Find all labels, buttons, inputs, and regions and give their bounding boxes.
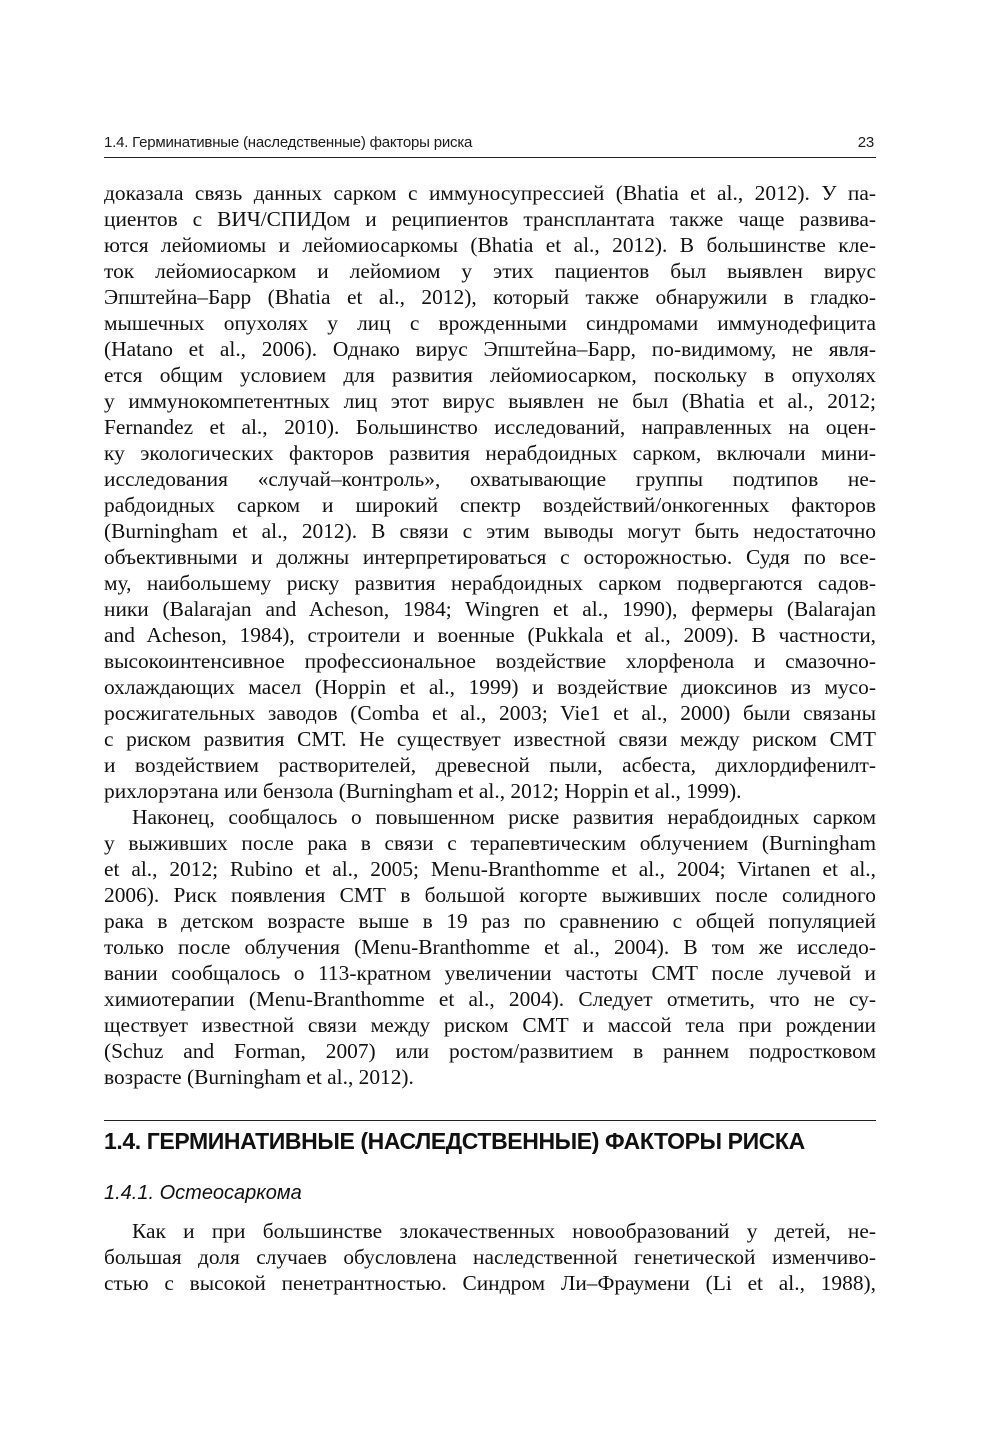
text-line: возрасте (Burningham et al., 2012). — [104, 1065, 414, 1089]
text-line: циентов с ВИЧ/СПИДом и реципиентов трансплантата также чаще развива- — [104, 207, 876, 231]
text-line: ток лейомиосарком и лейомиом у этих пациентов был выявлен вирус — [104, 259, 876, 283]
text-line: et al., 2012; Rubino et al., 2005; Menu-Branthomme et al., 2004; Virtanen et al., — [104, 857, 876, 881]
text-line: рихлорэтана или бензола (Burningham et al., 2012; Hoppin et al., 1999). — [104, 779, 742, 803]
paragraph-3 — [104, 1218, 876, 1296]
section-divider — [104, 1120, 876, 1121]
text-line: охлаждающих масел (Hoppin et al., 1999) и воздействие диоксинов из мусо- — [104, 675, 876, 699]
section-heading: 1.4. ГЕРМИНАТИВНЫЕ (НАСЛЕДСТВЕННЫЕ) ФАКТОРЫ РИСКА — [104, 1128, 805, 1154]
text-line: химиотерапии (Menu-Branthomme et al., 2004). Следует отметить, что не су- — [104, 987, 876, 1011]
text-line: у выживших после рака в связи с терапевтическим облучением (Burningham — [104, 831, 876, 855]
text-line: и воздействием растворителей, древесной пыли, асбеста, дихлордифенилт- — [104, 753, 876, 777]
subsection-heading: 1.4.1. Остеосаркома — [104, 1182, 302, 1204]
text-line: му, наибольшему риску развития нерабдоидных сарком подвергаются садов- — [104, 571, 876, 595]
section-text — [104, 1218, 876, 1296]
text-line: ку экологических факторов развития нерабдоидных сарком, включали мини- — [104, 441, 876, 465]
text-line: только после облучения (Menu-Branthomme et al., 2004). В том же исследо- — [104, 935, 876, 959]
text-line: (Schuz and Forman, 2007) или ростом/развитием в раннем подростковом — [104, 1039, 876, 1063]
running-header — [104, 131, 876, 158]
text-line: Наконец, сообщалось о повышенном риске развития нерабдоидных сарком — [132, 805, 876, 829]
text-line: объективными и должны интерпретироваться с осторожностью. Судя по все- — [104, 545, 876, 569]
text-line: ществует известной связи между риском СМТ и массой тела при рождении — [104, 1013, 876, 1037]
text-line: рабдоидных сарком и широкий спектр воздействий/онкогенных факторов — [104, 493, 876, 517]
text-line: стью с высокой пенетрантностью. Синдром Ли–Фраумени (Li et al., 1988), — [104, 1271, 876, 1295]
text-line: and Acheson, 1984), строители и военные (Pukkala et al., 2009). В частности, — [104, 623, 876, 647]
paragraph-2 — [104, 804, 876, 1090]
text-line: росжигательных заводов (Comba et al., 2003; Vie1 et al., 2000) были связаны — [104, 701, 876, 725]
text-line: у иммунокомпетентных лиц этот вирус выявлен не был (Bhatia et al., 2012; — [104, 389, 876, 413]
text-line: большая доля случаев обусловлена наследственной генетической изменчиво- — [104, 1245, 876, 1269]
text-line: Fernandez et al., 2010). Большинство исследований, направленных на оцен- — [104, 415, 876, 439]
text-line: с риском развития СМТ. Не существует известной связи между риском СМТ — [104, 727, 876, 751]
text-line: ники (Balarajan and Acheson, 1984; Wingren et al., 1990), фермеры (Balarajan — [104, 597, 876, 621]
text-line: Эпштейна–Барр (Bhatia et al., 2012), который также обнаружили в гладко- — [104, 285, 876, 309]
text-line: исследования «случай–контроль», охватывающие группы подтипов не- — [104, 467, 876, 491]
text-line: высокоинтенсивное профессиональное воздействие хлорфенола и смазочно- — [104, 649, 876, 673]
text-line: ются лейомиомы и лейомиосаркомы (Bhatia et al., 2012). В большинстве кле- — [104, 233, 876, 257]
text-line: вании сообщалось о 113-кратном увеличении частоты СМТ после лучевой и — [104, 961, 876, 985]
text-line: мышечных опухолях у лиц с врожденными синдромами иммунодефицита — [104, 311, 876, 335]
text-line: 2006). Риск появления СМТ в большой когорте выживших после солидного — [104, 883, 876, 907]
text-line: доказала связь данных сарком с иммуносупрессией (Bhatia et al., 2012). У па- — [104, 181, 876, 205]
text-line: (Burningham et al., 2012). В связи с этим выводы могут быть недостаточно — [104, 519, 876, 543]
running-header-title: 1.4. Герминативные (наследственные) факторы риска — [104, 134, 473, 151]
text-line: рака в детском возрасте выше в 19 раз по сравнению с общей популяцией — [104, 909, 876, 933]
text-line: Как и при большинстве злокачественных новообразований у детей, не- — [132, 1219, 876, 1243]
paragraph-1 — [104, 180, 876, 804]
page-number: 23 — [857, 134, 874, 151]
text-line: ется общим условием для развития лейомиосарком, поскольку в опухолях — [104, 363, 876, 387]
text-line: (Hatano et al., 2006). Однако вирус Эпштейна–Барр, по-видимому, не явля- — [104, 337, 876, 361]
main-text — [104, 180, 876, 1090]
